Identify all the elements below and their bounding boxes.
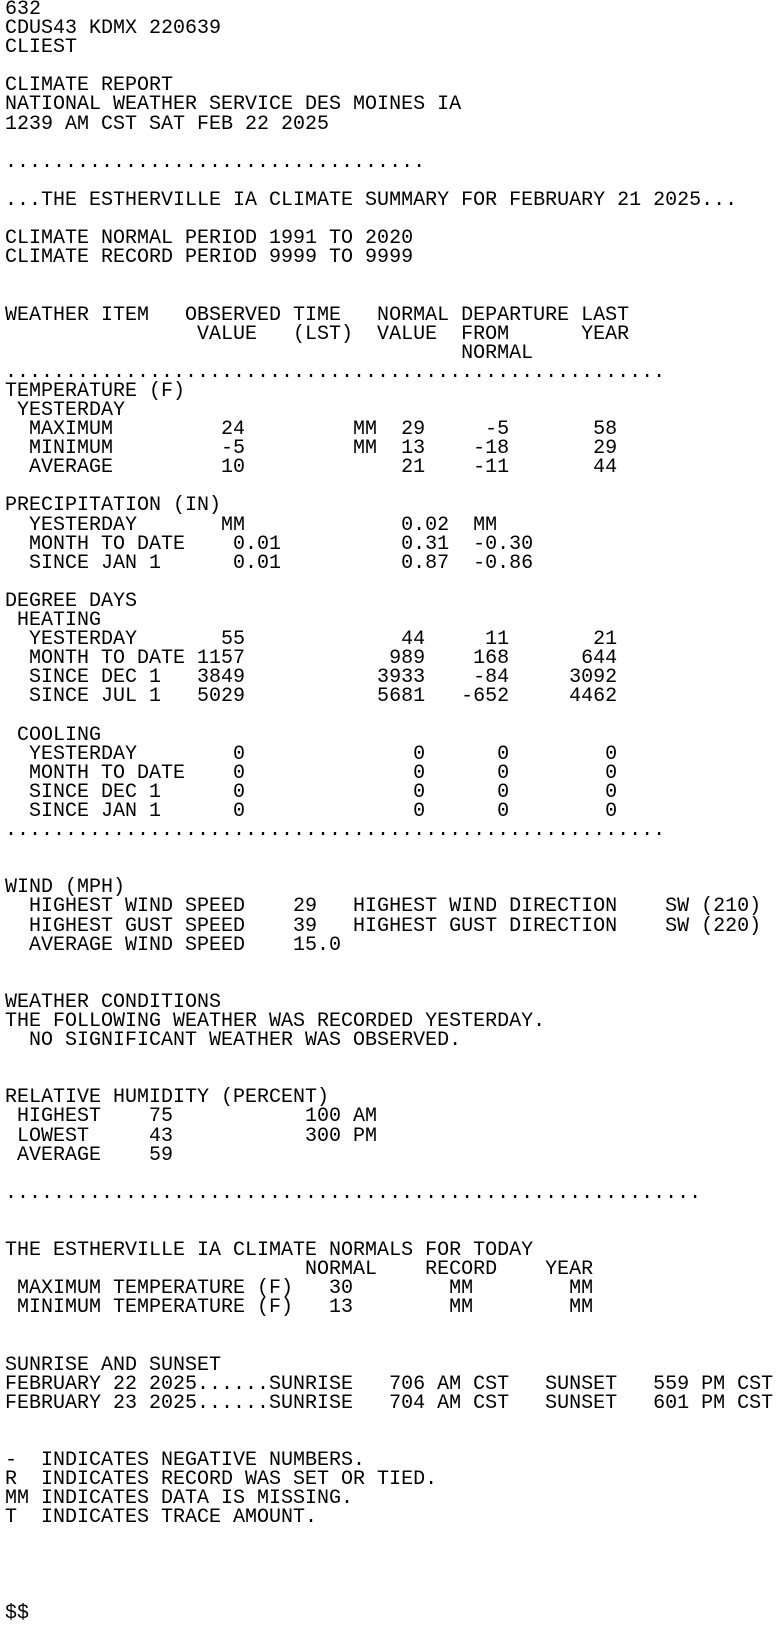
report-line: HIGHEST GUST SPEED 39 HIGHEST GUST DIRECTION SW (220) [5,914,762,938]
report-line: HIGHEST WIND SPEED 29 HIGHEST WIND DIRECTION SW (210) [5,895,762,919]
report-line: MAXIMUM 24 MM 29 -5 58 [5,418,618,442]
report-line: MONTH TO DATE 1157 989 168 644 [5,647,618,671]
report-line: LOWEST 43 300 PM [5,1124,378,1148]
report-line: YESTERDAY [5,398,126,422]
report-line [5,1050,778,1069]
report-line: AVERAGE WIND SPEED 15.0 [5,933,342,957]
report-line: 632 [5,0,42,21]
report-line [5,1317,778,1336]
report-line: HEATING [5,609,102,632]
report-line: YESTERDAY 55 44 11 21 [5,628,618,652]
report-line [5,706,778,725]
report-line: SINCE DEC 1 0 0 0 0 [5,780,618,804]
report-line: ....................................................... [5,360,666,384]
report-line [5,1547,778,1566]
report-line: CLIMATE REPORT [5,74,174,98]
report-line [5,1165,778,1184]
report-line [5,1566,778,1585]
report-line [5,1585,778,1604]
report-line: ....................................................... [5,819,666,843]
report-line: NORMAL RECORD YEAR [5,1258,594,1282]
report-line: AVERAGE 10 21 -11 44 [5,456,618,480]
report-line: ................................... [5,150,426,174]
report-line [5,1528,778,1547]
report-line: SUNRISE AND SUNSET [5,1353,222,1377]
report-line: MINIMUM -5 MM 13 -18 29 [5,437,618,461]
report-line [5,1337,778,1356]
report-line: SINCE JAN 1 0.01 0.87 -0.86 [5,551,534,575]
report-line: TEMPERATURE (F) [5,379,186,403]
report-line: NATIONAL WEATHER SERVICE DES MOINES IA [5,93,462,117]
report-line: MONTH TO DATE 0 0 0 0 [5,761,618,785]
report-line: RELATIVE HUMIDITY (PERCENT) [5,1086,330,1110]
report-line [5,955,778,974]
report-line [5,974,778,993]
report-line: - INDICATES NEGATIVE NUMBERS. [5,1449,366,1473]
report-line: MINIMUM TEMPERATURE (F) 13 MM MM [5,1296,594,1320]
report-line: COOLING [5,723,102,747]
report-line: PRECIPITATION (IN) [5,494,222,518]
report-line [5,1203,778,1222]
report-line: .......................................................... [5,1181,702,1205]
report-line: CLIMATE RECORD PERIOD 9999 TO 9999 [5,246,414,270]
report-line: YESTERDAY MM 0.02 MM [5,513,498,537]
report-line: CLIEST [5,36,78,60]
report-line: R INDICATES RECORD WAS SET OR TIED. [5,1468,438,1492]
report-line: SINCE JAN 1 0 0 0 0 [5,799,618,823]
report-line: NO SIGNIFICANT WEATHER WAS OBSERVED. [5,1029,462,1053]
report-line [5,286,778,305]
report-line: SINCE DEC 1 3849 3933 -84 3092 [5,666,618,690]
report-line [5,134,778,153]
report-line: THE FOLLOWING WEATHER WAS RECORDED YESTERDAY. [5,1009,546,1033]
report-line: 1239 AM CST SAT FEB 22 2025 [5,112,330,136]
report-line [5,267,778,286]
report-line: SINCE JUL 1 5029 5681 -652 4462 [5,685,618,709]
report-line: YESTERDAY 0 0 0 0 [5,742,618,766]
report-line: WIND (MPH) [5,876,126,900]
report-line: MAXIMUM TEMPERATURE (F) 30 MM MM [5,1277,594,1301]
report-line: VALUE (LST) VALUE FROM YEAR [5,322,630,346]
report-line: THE ESTHERVILLE IA CLIMATE NORMALS FOR TODAY [5,1239,534,1263]
report-line: NORMAL [5,341,534,365]
report-line [5,840,778,859]
report-line [5,1413,778,1432]
report-line: MM INDICATES DATA IS MISSING. [5,1487,354,1511]
report-line: CDUS43 KDMX 220639 [5,17,222,41]
report-line: CLIMATE NORMAL PERIOD 1991 TO 2020 [5,227,414,251]
report-line: T INDICATES TRACE AMOUNT. [5,1506,318,1530]
report-line: WEATHER ITEM OBSERVED TIME NORMAL DEPARTURE LAST [5,303,630,327]
report-line: FEBRUARY 23 2025......SUNRISE 704 AM CST SUNSET 601 PM CST [5,1391,774,1415]
report-line: $$ [5,1601,30,1625]
report-line: HIGHEST 75 100 AM [5,1105,378,1129]
report-line: WEATHER CONDITIONS [5,990,222,1014]
report-line: AVERAGE 59 [5,1143,174,1167]
report-line: FEBRUARY 22 2025......SUNRISE 706 AM CST SUNSET 559 PM CST [5,1372,774,1396]
report-line: ...THE ESTHERVILLE IA CLIMATE SUMMARY FOR FEBRUARY 21 2025... [5,188,738,212]
report-line: DEGREE DAYS [5,589,138,613]
report-line: MONTH TO DATE 0.01 0.31 -0.30 [5,532,534,556]
